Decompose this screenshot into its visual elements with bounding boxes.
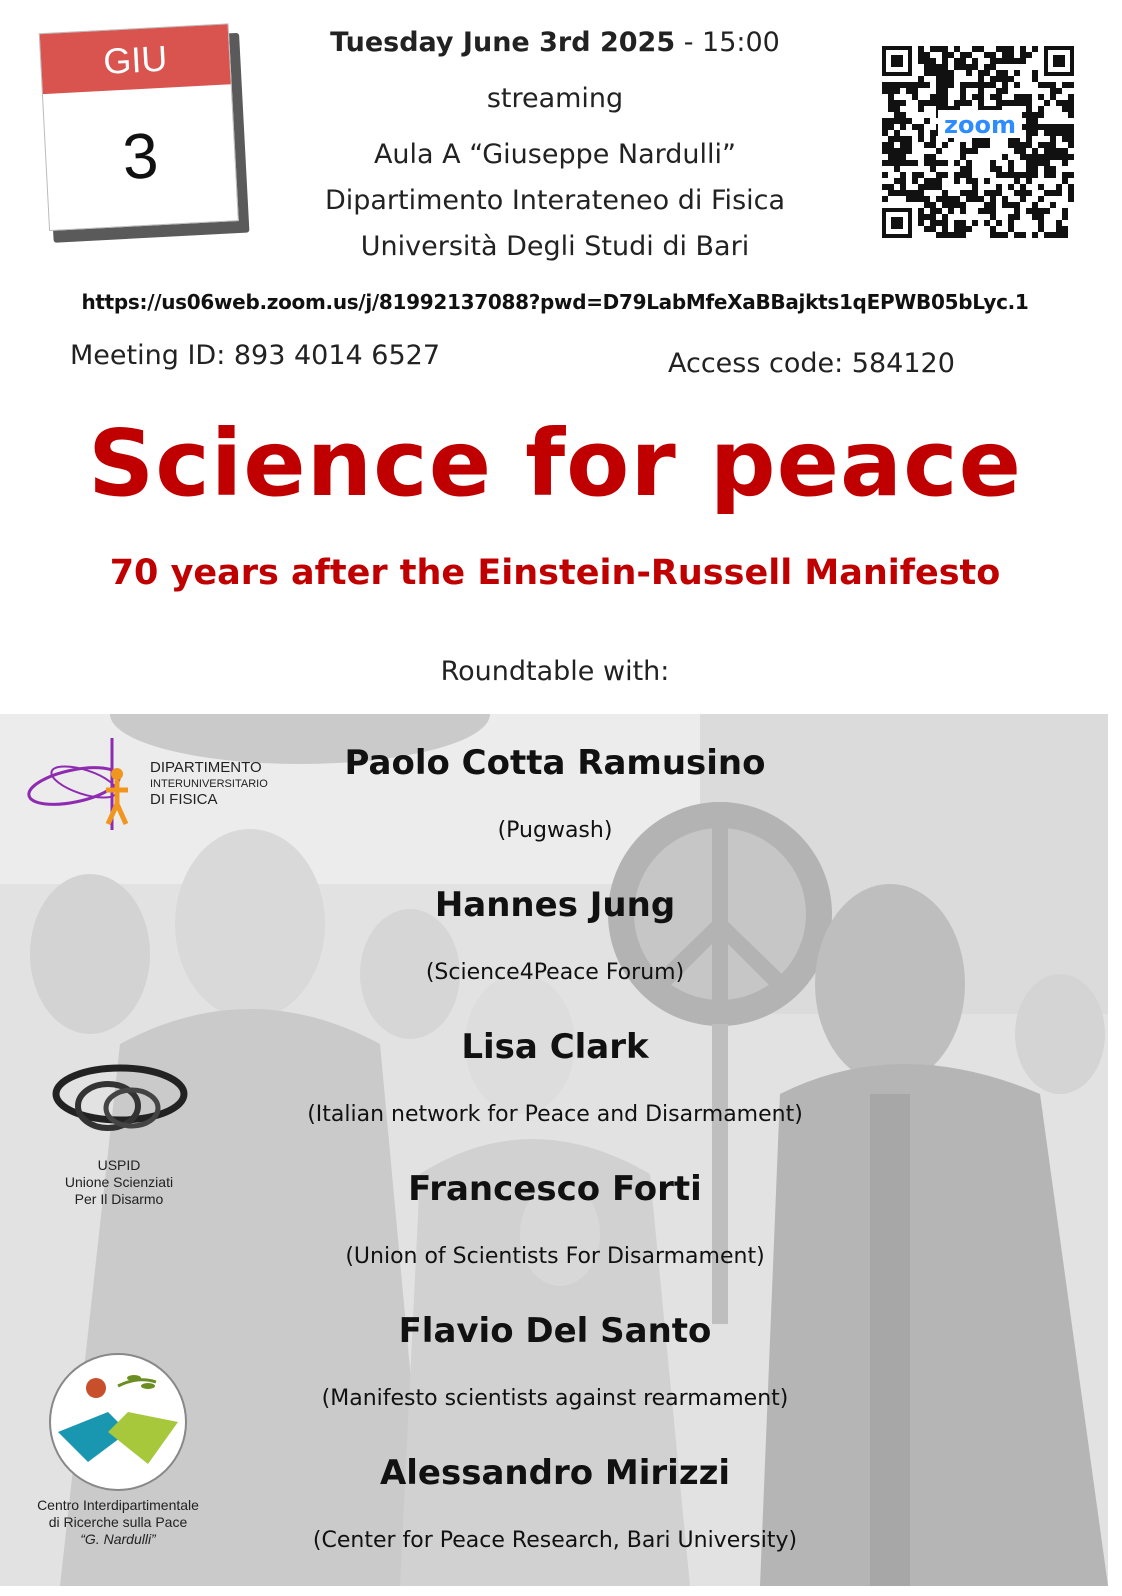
calendar-icon [39,23,246,239]
dip-line-1: DIPARTIMENTO [150,759,262,776]
meeting-id: Meeting ID: 893 4014 6527 [70,340,440,371]
speaker-name: Hannes Jung [434,885,676,925]
page-subtitle: 70 years after the Einstein-Russell Manifesto [109,553,1001,593]
page-title: Science for peace [87,410,1023,517]
speaker-name: Alessandro Mirizzi [379,1453,731,1493]
speaker-item [280,1140,830,1282]
speaker-item [280,1282,830,1424]
event-time-separator: - [675,27,703,58]
zoom-logo-icon: zoom [944,111,1016,139]
venue-department: Dipartimento Interateneo di Fisica [324,185,786,216]
event-mode: streaming [486,83,624,114]
uspid-logo [50,1060,190,1150]
centro-line-3: “G. Nardulli” [80,1531,156,1547]
calendar-day: 3 [120,119,160,194]
uspid-line-1: USPID [97,1157,141,1173]
speaker-name: Francesco Forti [408,1169,702,1209]
speaker-affiliation: (Science4Peace Forum) [425,960,685,985]
uspid-logo-text [40,1157,198,1208]
dip-line-2: INTERUNIVERSITARIO [150,778,268,790]
access-code: Access code: 584120 [668,348,955,379]
zoom-qr-code[interactable] [882,46,1074,238]
speaker-item [280,1424,830,1566]
speaker-name: Lisa Clark [461,1027,649,1067]
event-datetime [280,20,830,66]
speaker-name: Paolo Cotta Ramusino [344,743,766,783]
event-date: Tuesday June 3rd 2025 [330,27,676,58]
dipartimento-logo-text [150,760,268,808]
uspid-line-2: Unione Scienziati [64,1174,174,1190]
speaker-item [280,856,830,998]
speaker-affiliation: (Pugwash) [497,818,613,843]
venue-room: Aula A “Giuseppe Nardulli” [373,139,737,170]
speaker-name: Flavio Del Santo [398,1311,712,1351]
calendar-page [39,23,239,231]
speaker-affiliation: (Manifesto scientists against rearmament) [321,1386,789,1411]
dip-line-3: DI FISICA [150,791,218,808]
roundtable-label: Roundtable with: [440,656,670,687]
centro-line-2: di Ricerche sulla Pace [48,1514,188,1530]
centro-logo-text [10,1497,226,1548]
speaker-list [280,714,830,1566]
calendar-month: GIU [40,24,231,94]
centro-pace-logo [48,1352,188,1492]
speaker-item [280,998,830,1140]
uspid-line-3: Per Il Disarmo [74,1191,164,1207]
speaker-affiliation: (Union of Scientists For Disarmament) [345,1244,765,1269]
venue-university: Università Degli Studi di Bari [360,231,750,262]
event-info [280,20,830,270]
zoom-url[interactable]: https://us06web.zoom.us/j/81992137088?pwd=D79LabMfeXaBBajkts1qEPWB05bLyc.1 [81,290,1029,314]
event-time: 15:00 [702,27,780,58]
speaker-affiliation: (Center for Peace Research, Bari University) [312,1528,798,1553]
speaker-item [280,714,830,856]
speaker-affiliation: (Italian network for Peace and Disarmament) [307,1102,803,1127]
centro-line-1: Centro Interdipartimentale [37,1497,199,1513]
